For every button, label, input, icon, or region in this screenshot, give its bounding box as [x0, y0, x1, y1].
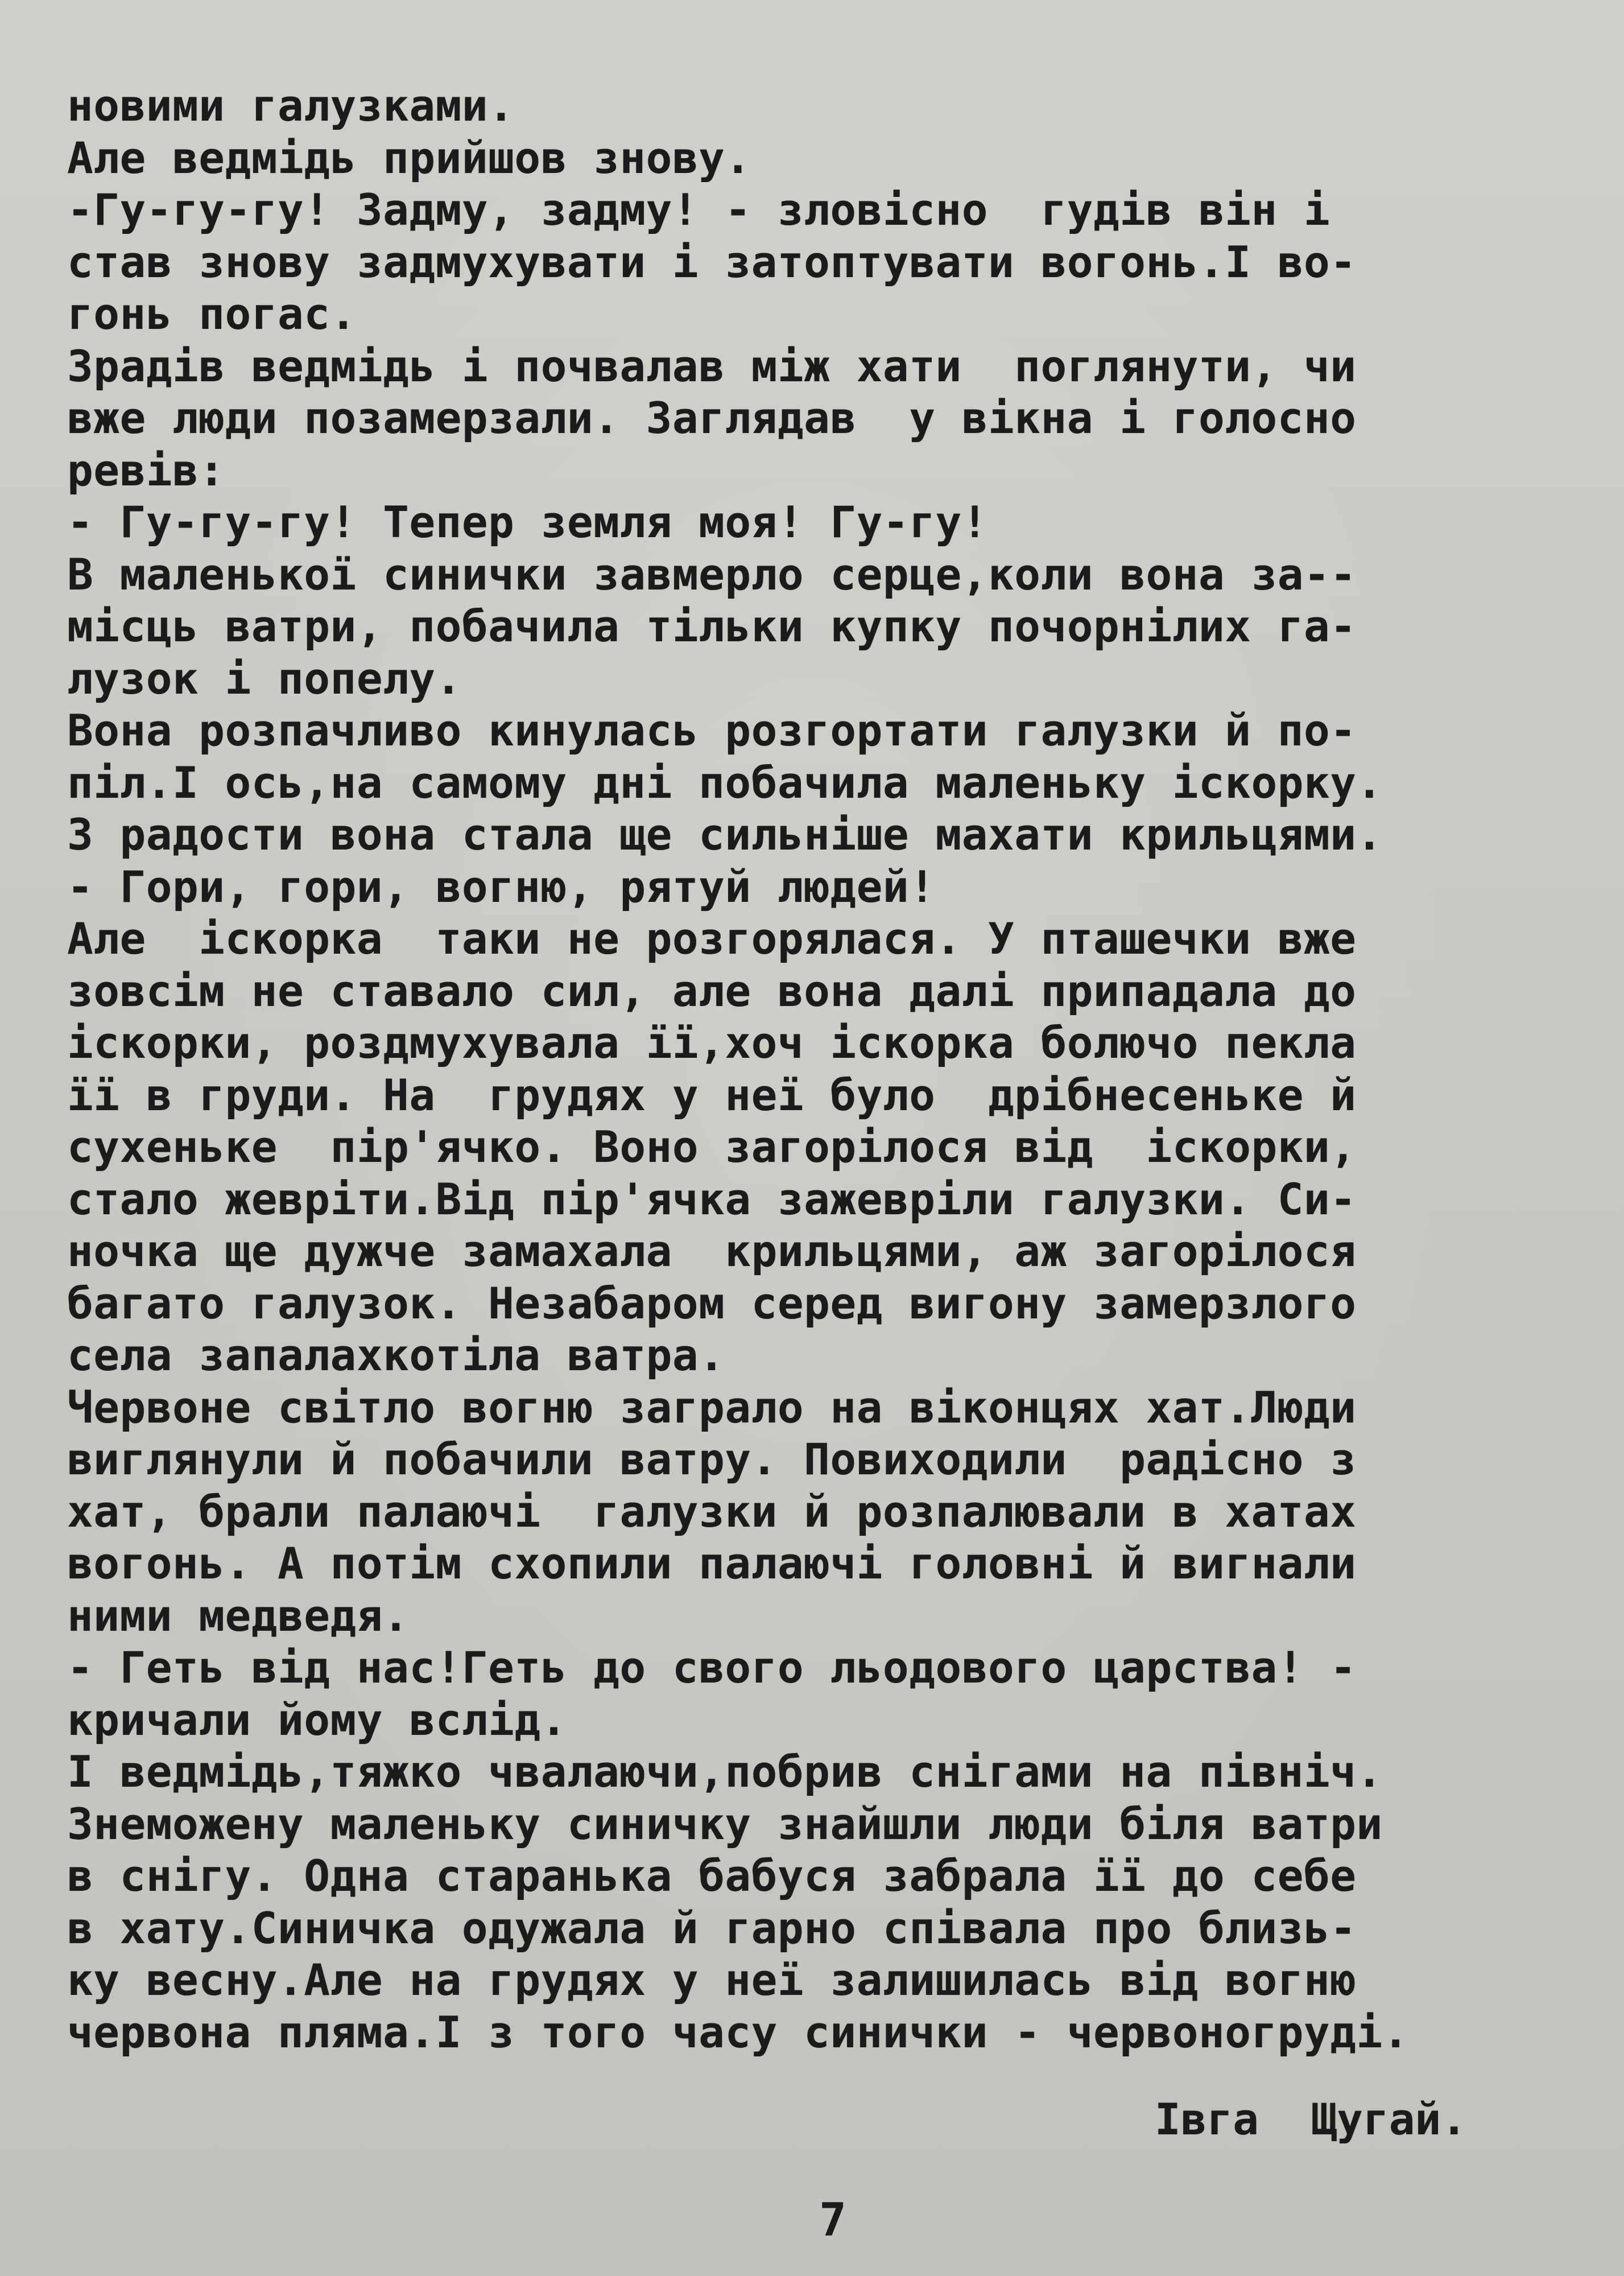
text-line: - Геть від нас!Геть до свого льодового царства! -: [67, 1642, 1357, 1693]
text-line: ночка ще дужче замахала крильцями, аж загорілося: [67, 1226, 1357, 1276]
text-line: стало жевріти.Від пір'ячка зажевріли галузки. Си-: [67, 1173, 1357, 1224]
text-line: вже люди позамерзали. Заглядав у вікна і голосно: [67, 393, 1357, 443]
text-line: місць ватри, побачила тільки купку почорнілих га-: [67, 601, 1357, 652]
text-line: червона пляма.І з того часу синички - червоногруді.: [67, 2006, 1410, 2058]
text-line: В маленької синички завмерло серце,коли вона за--: [67, 549, 1357, 600]
text-line: Зрадів ведмідь і почвалав між хати поглянути, чи: [67, 340, 1357, 391]
text-line: ними медведя.: [67, 1590, 410, 1641]
text-line: її в груди. На грудях у неї було дрібнесеньке й: [67, 1069, 1357, 1120]
text-line: зовсім не ставало сил, але вона далі припадала до: [67, 965, 1357, 1016]
text-line: Але ведмідь прийшов знову.: [67, 132, 751, 183]
text-line: - Гу-гу-гу! Тепер земля моя! Гу-гу!: [67, 497, 988, 547]
text-line: піл.І ось,на самому дні побачила маленьку іскорку.: [67, 757, 1383, 808]
text-line: І ведмідь,тяжко чвалаючи,побрив снігами на північ.: [67, 1746, 1383, 1797]
story-text: [67, 80, 1580, 2058]
text-line: гонь погас.: [67, 288, 357, 339]
text-line: хат, брали палаючі галузки й розпалювали в хатах: [67, 1486, 1357, 1537]
text-line: села запалахкотіла ватра.: [67, 1330, 725, 1380]
text-line: іскорки, роздмухувала її,хоч іскорка болючо пекла: [67, 1017, 1357, 1068]
text-line: Але іскорка таки не розгорялася. У пташечки вже: [67, 913, 1357, 964]
text-line: З радости вона стала ще сильніше махати крильцями.: [67, 809, 1383, 860]
text-line: в снігу. Одна старанька бабуся забрала її до себе: [67, 1850, 1357, 1901]
text-line: Червоне світло вогню заграло на віконцях хат.Люди: [67, 1382, 1357, 1433]
page-number: 7: [819, 2193, 847, 2246]
text-line: кричали йому вслід.: [67, 1694, 567, 1745]
text-line: став знову задмухувати і затоптувати вогонь.І во-: [67, 236, 1357, 287]
text-line: ревів:: [67, 444, 225, 496]
text-line: лузок і попелу.: [67, 653, 462, 704]
text-line: Вона розпачливо кинулась розгортати галузки й по-: [67, 705, 1357, 756]
author-signature: Івга Щугай.: [1155, 2094, 1468, 2145]
text-line: в хату.Синичка одужала й гарно співала про близь-: [67, 1902, 1357, 1953]
text-line: - Гори, гори, вогню, рятуй людей!: [67, 861, 936, 912]
text-line: -Гу-гу-гу! Задму, задму! - зловісно гудів він і: [67, 184, 1330, 235]
text-line: виглянули й побачили ватру. Повиходили радісно з: [67, 1434, 1357, 1485]
text-line: багато галузок. Незабаром серед вигону замерзлого: [67, 1277, 1357, 1329]
text-line: новими галузками.: [67, 80, 515, 131]
text-line: вогонь. А потім схопили палаючі головні й вигнали: [67, 1538, 1357, 1589]
text-line: Знеможену маленьку синичку знайшли люди біля ватри: [67, 1798, 1383, 1849]
text-line: сухеньке пір'ячко. Воно загорілося від іскорки,: [67, 1121, 1357, 1172]
text-line: ку весну.Але на грудях у неї залишилась від вогню: [67, 1955, 1357, 2005]
